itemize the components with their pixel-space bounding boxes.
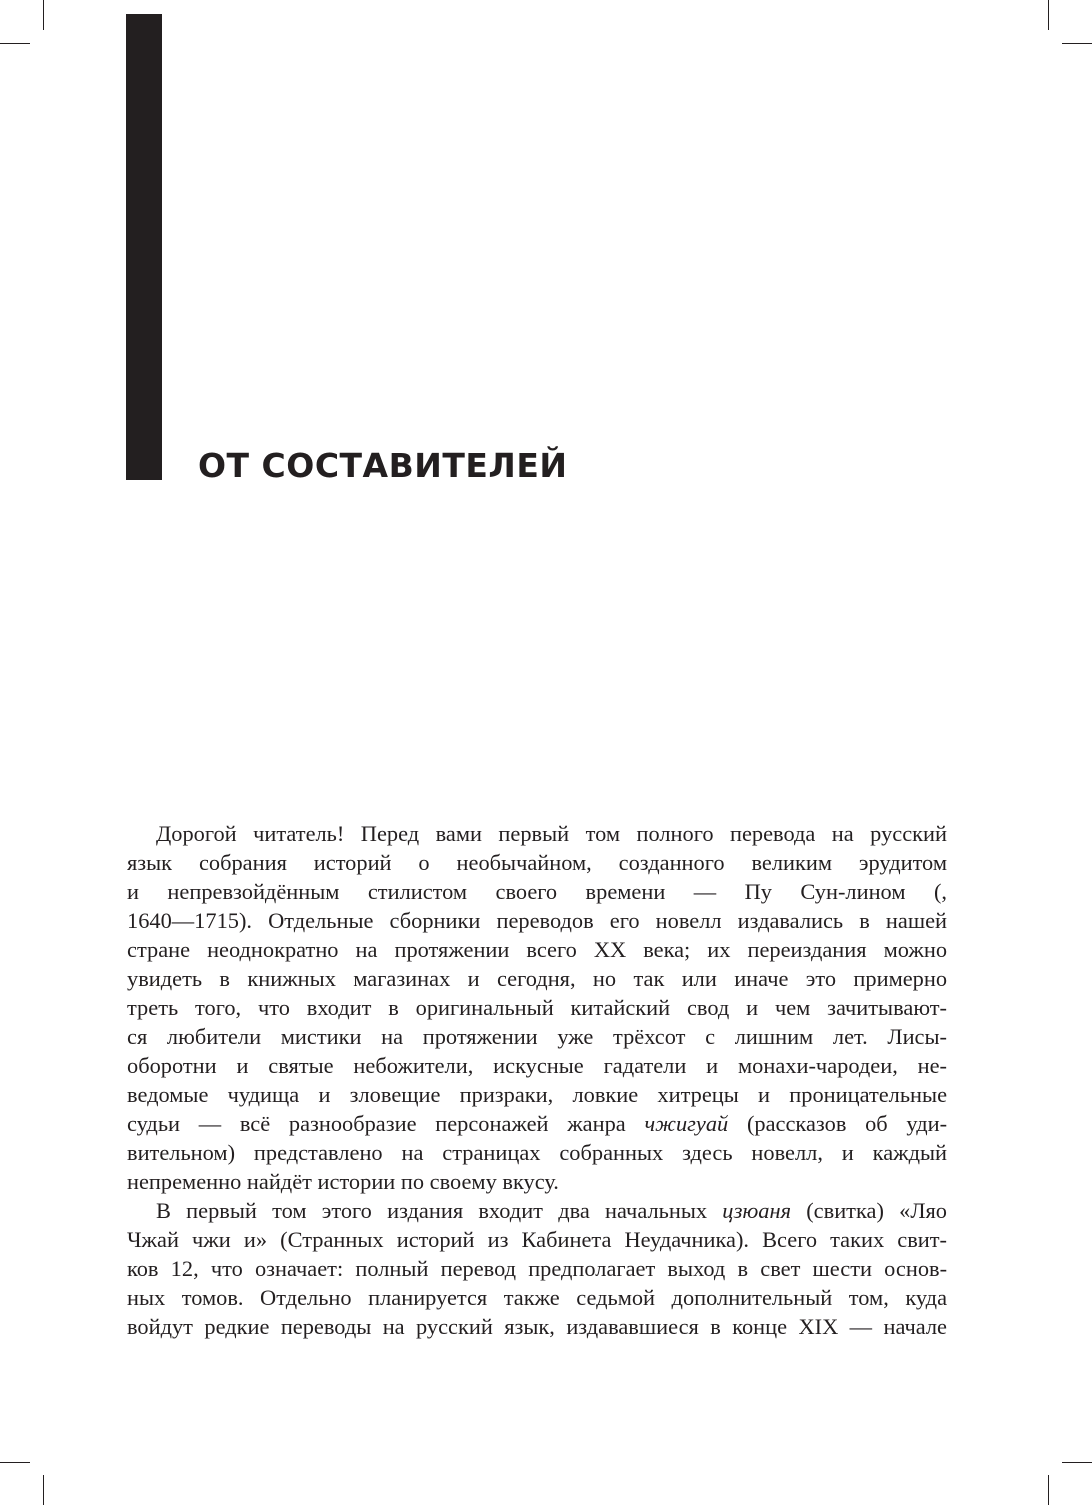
text-line <box>127 1225 947 1254</box>
text-line <box>127 906 947 935</box>
italic-term: чжигуай <box>644 1111 729 1136</box>
crop-mark <box>1062 1462 1092 1463</box>
text-line <box>127 993 947 1022</box>
text-run: ных томов. Отдельно планируется также седьмой дополнительный том, куда <box>127 1285 948 1310</box>
text-run: судьи — всё разнообразие персонажей жанра <box>127 1111 645 1136</box>
text-line <box>127 1080 947 1109</box>
text-line <box>127 935 947 964</box>
text-line <box>127 1312 947 1341</box>
text-line <box>127 1138 947 1167</box>
text-run: 1640—1715). Отдельные сборники переводов его новелл издавались в нашей <box>127 908 947 933</box>
text-run: Чжай чжи и» (Странных историй из Кабинета Неудачника). Всего таких свит- <box>127 1227 947 1252</box>
text-run: и непревзойдённым стилистом своего времени — Пу Сун-лином (, <box>127 879 947 904</box>
text-run: ведомые чудища и зловещие призраки, ловкие хитрецы и проницательные <box>127 1082 948 1107</box>
text-run: ся любители мистики на протяжении уже трёхсот с лишним лет. Лисы- <box>127 1024 947 1049</box>
text-run: В первый том этого издания входит два начальных <box>156 1198 723 1223</box>
text-line <box>127 848 947 877</box>
text-run: оборотни и святые небожители, искусные гадатели и монахи-чародеи, не- <box>127 1053 948 1078</box>
text-run: войдут редкие переводы на русский язык, издававшиеся в конце XIX — начале <box>127 1314 947 1339</box>
chapter-marker-bar <box>126 14 162 480</box>
text-line <box>127 877 947 906</box>
text-line <box>127 1022 947 1051</box>
text-line <box>127 1051 947 1080</box>
paragraph <box>127 1196 947 1341</box>
text-run: стране неоднократно на протяжении всего XX века; их переиздания можно <box>127 937 948 962</box>
text-run: Дорогой читатель! Перед вами первый том полного перевода на русский <box>156 821 947 846</box>
body-text <box>127 819 947 1341</box>
crop-mark <box>0 43 30 44</box>
crop-mark <box>1048 1475 1049 1505</box>
crop-mark <box>1048 0 1049 30</box>
text-run: ков 12, что означает: полный перевод предполагает выход в свет шести основ- <box>127 1256 948 1281</box>
text-line <box>127 1254 947 1283</box>
text-run: треть того, что входит в оригинальный китайский свод и чем зачитывают- <box>127 995 947 1020</box>
text-line <box>127 1283 947 1312</box>
paragraph <box>127 819 947 1196</box>
text-line <box>127 1167 947 1196</box>
text-line <box>127 964 947 993</box>
text-run: язык собрания историй о необычайном, созданного великим эрудитом <box>127 850 947 875</box>
text-run: вительном) представлено на страницах собранных здесь новелл, и каждый <box>127 1140 948 1165</box>
text-run: непременно найдёт истории по своему вкусу. <box>127 1169 559 1194</box>
text-run: (рассказов об уди- <box>728 1111 948 1136</box>
chapter-title: ОТ СОСТАВИТЕЛЕЙ <box>198 446 568 485</box>
crop-mark <box>43 0 44 30</box>
text-run: (свитка) «Ляо <box>791 1198 947 1223</box>
crop-mark <box>1062 43 1092 44</box>
text-run: увидеть в книжных магазинах и сегодня, но так или иначе это примерно <box>127 966 948 991</box>
crop-mark <box>0 1462 30 1463</box>
text-line <box>127 1196 947 1225</box>
text-line <box>127 819 947 848</box>
text-line <box>127 1109 947 1138</box>
crop-mark <box>43 1475 44 1505</box>
italic-term: цзюаня <box>722 1198 791 1223</box>
